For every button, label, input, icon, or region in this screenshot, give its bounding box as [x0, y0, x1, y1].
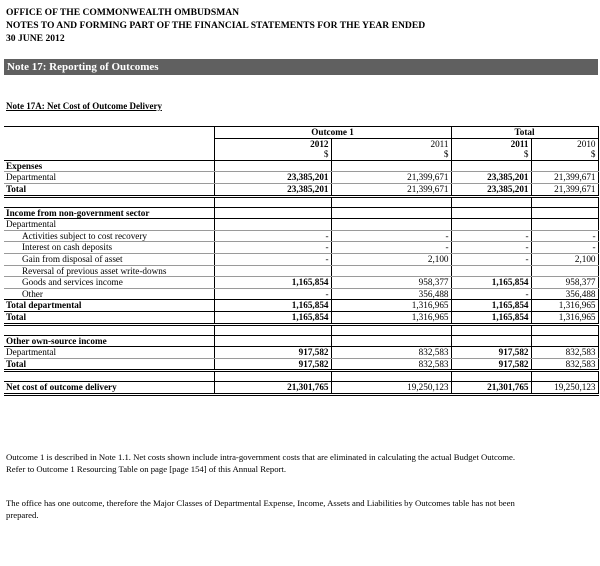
year-end-date: 30 JUNE 2012 — [6, 33, 65, 44]
cell-value: 23,385,201 — [451, 172, 531, 184]
cell-value: - — [214, 230, 331, 242]
cell-value: 21,399,671 — [531, 172, 598, 184]
spacer-row — [4, 324, 598, 335]
cell-value: - — [331, 230, 451, 242]
cell-value: 21,399,671 — [331, 172, 451, 184]
unit-label: $ — [531, 149, 598, 160]
note-line: Outcome 1 is described in Note 1.1. Net costs shown include intra-government costs that are eliminated in calculating the actual Budget Outcome. — [6, 452, 516, 462]
cell-value: 1,165,854 — [451, 311, 531, 324]
section-heading-row — [4, 160, 598, 172]
cell-value: 21,301,765 — [214, 382, 331, 395]
cell-value: 19,250,123 — [331, 382, 451, 395]
row-label: Interest on cash deposits — [4, 242, 214, 254]
cell-value: 2,100 — [531, 253, 598, 265]
cell-value: 21,399,671 — [531, 183, 598, 196]
cell-value: - — [531, 230, 598, 242]
section-title-bar: Note 17: Reporting of Outcomes — [4, 59, 598, 75]
cell-value: 1,165,854 — [214, 300, 331, 312]
row-label: Gain from disposal of asset — [4, 253, 214, 265]
cell-value: - — [451, 230, 531, 242]
cell-value: 23,385,201 — [451, 183, 531, 196]
year-header: 2010 — [531, 138, 598, 149]
cell-value: - — [214, 253, 331, 265]
row-label: Activities subject to cost recovery — [4, 230, 214, 242]
row-label: Total — [4, 311, 214, 324]
cell-value: 356,488 — [331, 288, 451, 300]
cell-value: 832,583 — [531, 358, 598, 371]
cell-value: 917,582 — [451, 347, 531, 359]
row-label: Total departmental — [4, 300, 214, 312]
cell-value: 917,582 — [214, 358, 331, 371]
cell-value: - — [331, 242, 451, 254]
cell-value: 356,488 — [531, 288, 598, 300]
table-row — [4, 265, 598, 277]
cell-value: 2,100 — [331, 253, 451, 265]
cell-value: 23,385,201 — [214, 183, 331, 196]
cell-value: 21,301,765 — [451, 382, 531, 395]
cell-value: - — [451, 242, 531, 254]
year-header: 2012 — [214, 138, 331, 149]
income-heading: Income from non-government sector — [4, 207, 214, 219]
unit-label: $ — [214, 149, 331, 160]
row-label: Other — [4, 288, 214, 300]
notes-title: NOTES TO AND FORMING PART OF THE FINANCIAL STATEMENTS FOR THE YEAR ENDED — [6, 20, 426, 31]
table-row — [4, 277, 598, 289]
year-header: 2011 — [430, 138, 449, 149]
cell-value: 21,399,671 — [331, 183, 451, 196]
cell-value: 1,316,965 — [331, 311, 451, 324]
note-line: The office has one outcome, therefore the Major Classes of Departmental Expense, Income, Assets and Liabilities by Outcomes table has not been — [6, 498, 515, 508]
total-group-header: Total — [451, 127, 598, 139]
cell-value — [531, 265, 598, 277]
cell-value: - — [214, 242, 331, 254]
cell-value: 958,377 — [531, 277, 598, 289]
note-line: prepared. — [6, 510, 39, 520]
row-label: Reversal of previous asset write-downs — [4, 265, 214, 277]
cell-value: 832,583 — [331, 358, 451, 371]
row-label: Departmental — [4, 172, 214, 184]
cell-value: 1,165,854 — [451, 277, 531, 289]
table-row — [4, 172, 598, 184]
table-row — [4, 288, 598, 300]
row-label: Goods and services income — [4, 277, 214, 289]
row-label: Total — [4, 183, 214, 196]
table-group-header-row — [4, 127, 598, 139]
cell-value — [331, 265, 451, 277]
cell-value: - — [214, 288, 331, 300]
cell-value: 1,165,854 — [214, 277, 331, 289]
spacer-row — [4, 371, 598, 382]
note-paragraph-1 — [6, 451, 596, 475]
cell-value: 23,385,201 — [214, 172, 331, 184]
cell-value: 917,582 — [214, 347, 331, 359]
year-header-row — [4, 138, 598, 149]
net-cost-row — [4, 382, 598, 395]
table-row — [4, 230, 598, 242]
total-row — [4, 183, 598, 196]
cell-value: 832,583 — [531, 347, 598, 359]
total-row — [4, 358, 598, 371]
table-row — [4, 253, 598, 265]
cell-value: 1,316,965 — [531, 311, 598, 324]
cell-value: - — [451, 288, 531, 300]
unit-header-row — [4, 149, 598, 160]
outcome-1-group-header: Outcome 1 — [214, 127, 451, 139]
cell-value: 19,250,123 — [531, 382, 598, 395]
row-label: Total — [4, 358, 214, 371]
table-row — [4, 242, 598, 254]
year-header: 2011 — [451, 138, 531, 149]
unit-label: $ — [331, 149, 451, 160]
note-paragraph-2 — [6, 497, 596, 521]
subtotal-row — [4, 300, 598, 312]
cell-value: 1,165,854 — [451, 300, 531, 312]
row-label: Departmental — [4, 219, 214, 231]
expenses-heading: Expenses — [4, 160, 214, 172]
cell-value: 832,583 — [331, 347, 451, 359]
cell-value: 958,377 — [331, 277, 451, 289]
org-title: OFFICE OF THE COMMONWEALTH OMBUDSMAN — [6, 7, 240, 18]
cell-value: 1,316,965 — [531, 300, 598, 312]
net-cost-table — [4, 126, 599, 396]
total-row — [4, 311, 598, 324]
table-row — [4, 347, 598, 359]
table-row — [4, 219, 598, 231]
section-heading-row — [4, 207, 598, 219]
cell-value: 917,582 — [451, 358, 531, 371]
section-heading-row — [4, 335, 598, 347]
subsection-title: Note 17A: Net Cost of Outcome Delivery — [6, 101, 162, 111]
spacer-row — [4, 196, 598, 207]
unit-label: $ — [451, 149, 531, 160]
cell-value: 1,165,854 — [214, 311, 331, 324]
note-line: Refer to Outcome 1 Resourcing Table on page [page 154] of this Annual Report. — [6, 464, 287, 474]
row-label: Departmental — [4, 347, 214, 359]
cell-value — [214, 265, 331, 277]
cell-value: - — [451, 253, 531, 265]
cell-value: 1,316,965 — [331, 300, 451, 312]
other-income-heading: Other own-source income — [4, 335, 214, 347]
cell-value: - — [531, 242, 598, 254]
row-label: Net cost of outcome delivery — [4, 382, 214, 395]
cell-value — [451, 265, 531, 277]
